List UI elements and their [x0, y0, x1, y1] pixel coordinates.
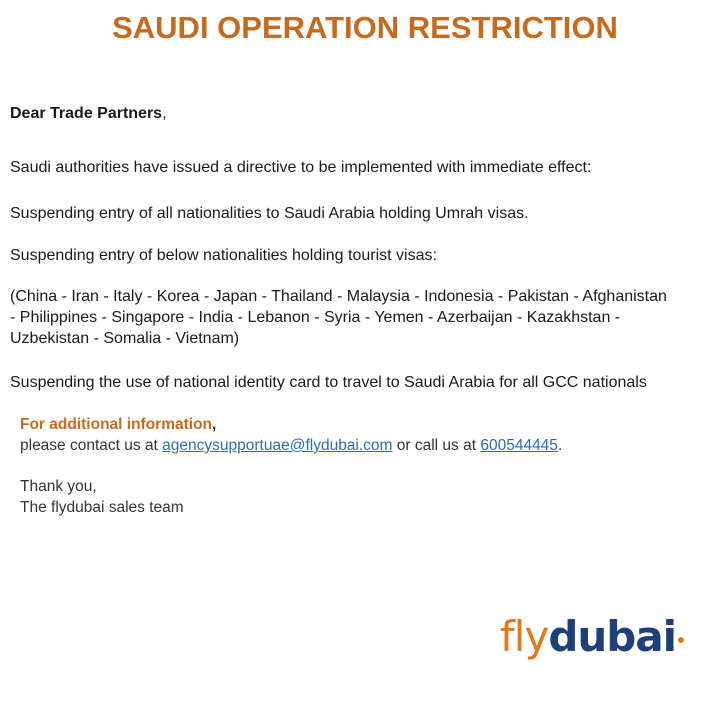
page-title: SAUDI OPERATION RESTRICTION: [112, 10, 618, 45]
contact-heading-line: [20, 414, 562, 435]
contact-heading-punct: ,: [212, 416, 217, 433]
contact-line: [20, 435, 562, 456]
flydubai-logo: [500, 612, 684, 662]
paragraph-tourist: Suspending entry of below nationalities holding tourist visas:: [10, 247, 437, 264]
logo-dubai: dubai: [548, 612, 677, 661]
paragraph-umrah: Suspending entry of all nationalities to Saudi Arabia holding Umrah visas.: [10, 205, 529, 222]
greeting-punct: ,: [162, 105, 167, 122]
paragraph-gcc: Suspending the use of national identity card to travel to Saudi Arabia for all GCC nationals: [10, 374, 647, 391]
greeting: [10, 103, 167, 124]
greeting-name: Dear Trade Partners: [10, 105, 163, 122]
nationalities-line: Uzbekistan - Somalia - Vietnam): [10, 330, 240, 347]
signoff-team: The flydubai sales team: [20, 499, 184, 516]
nationalities-line: (China - Iran - Italy - Korea - Japan - Thailand - Malaysia - Indonesia - Pakistan - Afghanistan: [10, 288, 667, 305]
signoff-thanks: Thank you,: [20, 478, 97, 495]
logo-fly: fly: [500, 612, 549, 661]
contact-block: [20, 414, 562, 456]
nationalities-list: [10, 286, 667, 349]
contact-heading: For additional information: [20, 416, 213, 433]
paragraph-directive: Saudi authorities have issued a directive to be implemented with immediate effect:: [10, 159, 592, 176]
signoff: [20, 476, 184, 518]
contact-middle: or call us at: [392, 437, 481, 454]
logo-dot-icon: [678, 637, 684, 643]
phone-link[interactable]: 600544445: [480, 437, 558, 454]
contact-suffix: .: [557, 437, 563, 454]
nationalities-line: - Philippines - Singapore - India - Lebanon - Syria - Yemen - Azerbaijan - Kazakhstan -: [10, 309, 621, 326]
email-link[interactable]: agencysupportuae@flydubai.com: [162, 437, 393, 454]
contact-prefix: please contact us at: [20, 437, 163, 454]
